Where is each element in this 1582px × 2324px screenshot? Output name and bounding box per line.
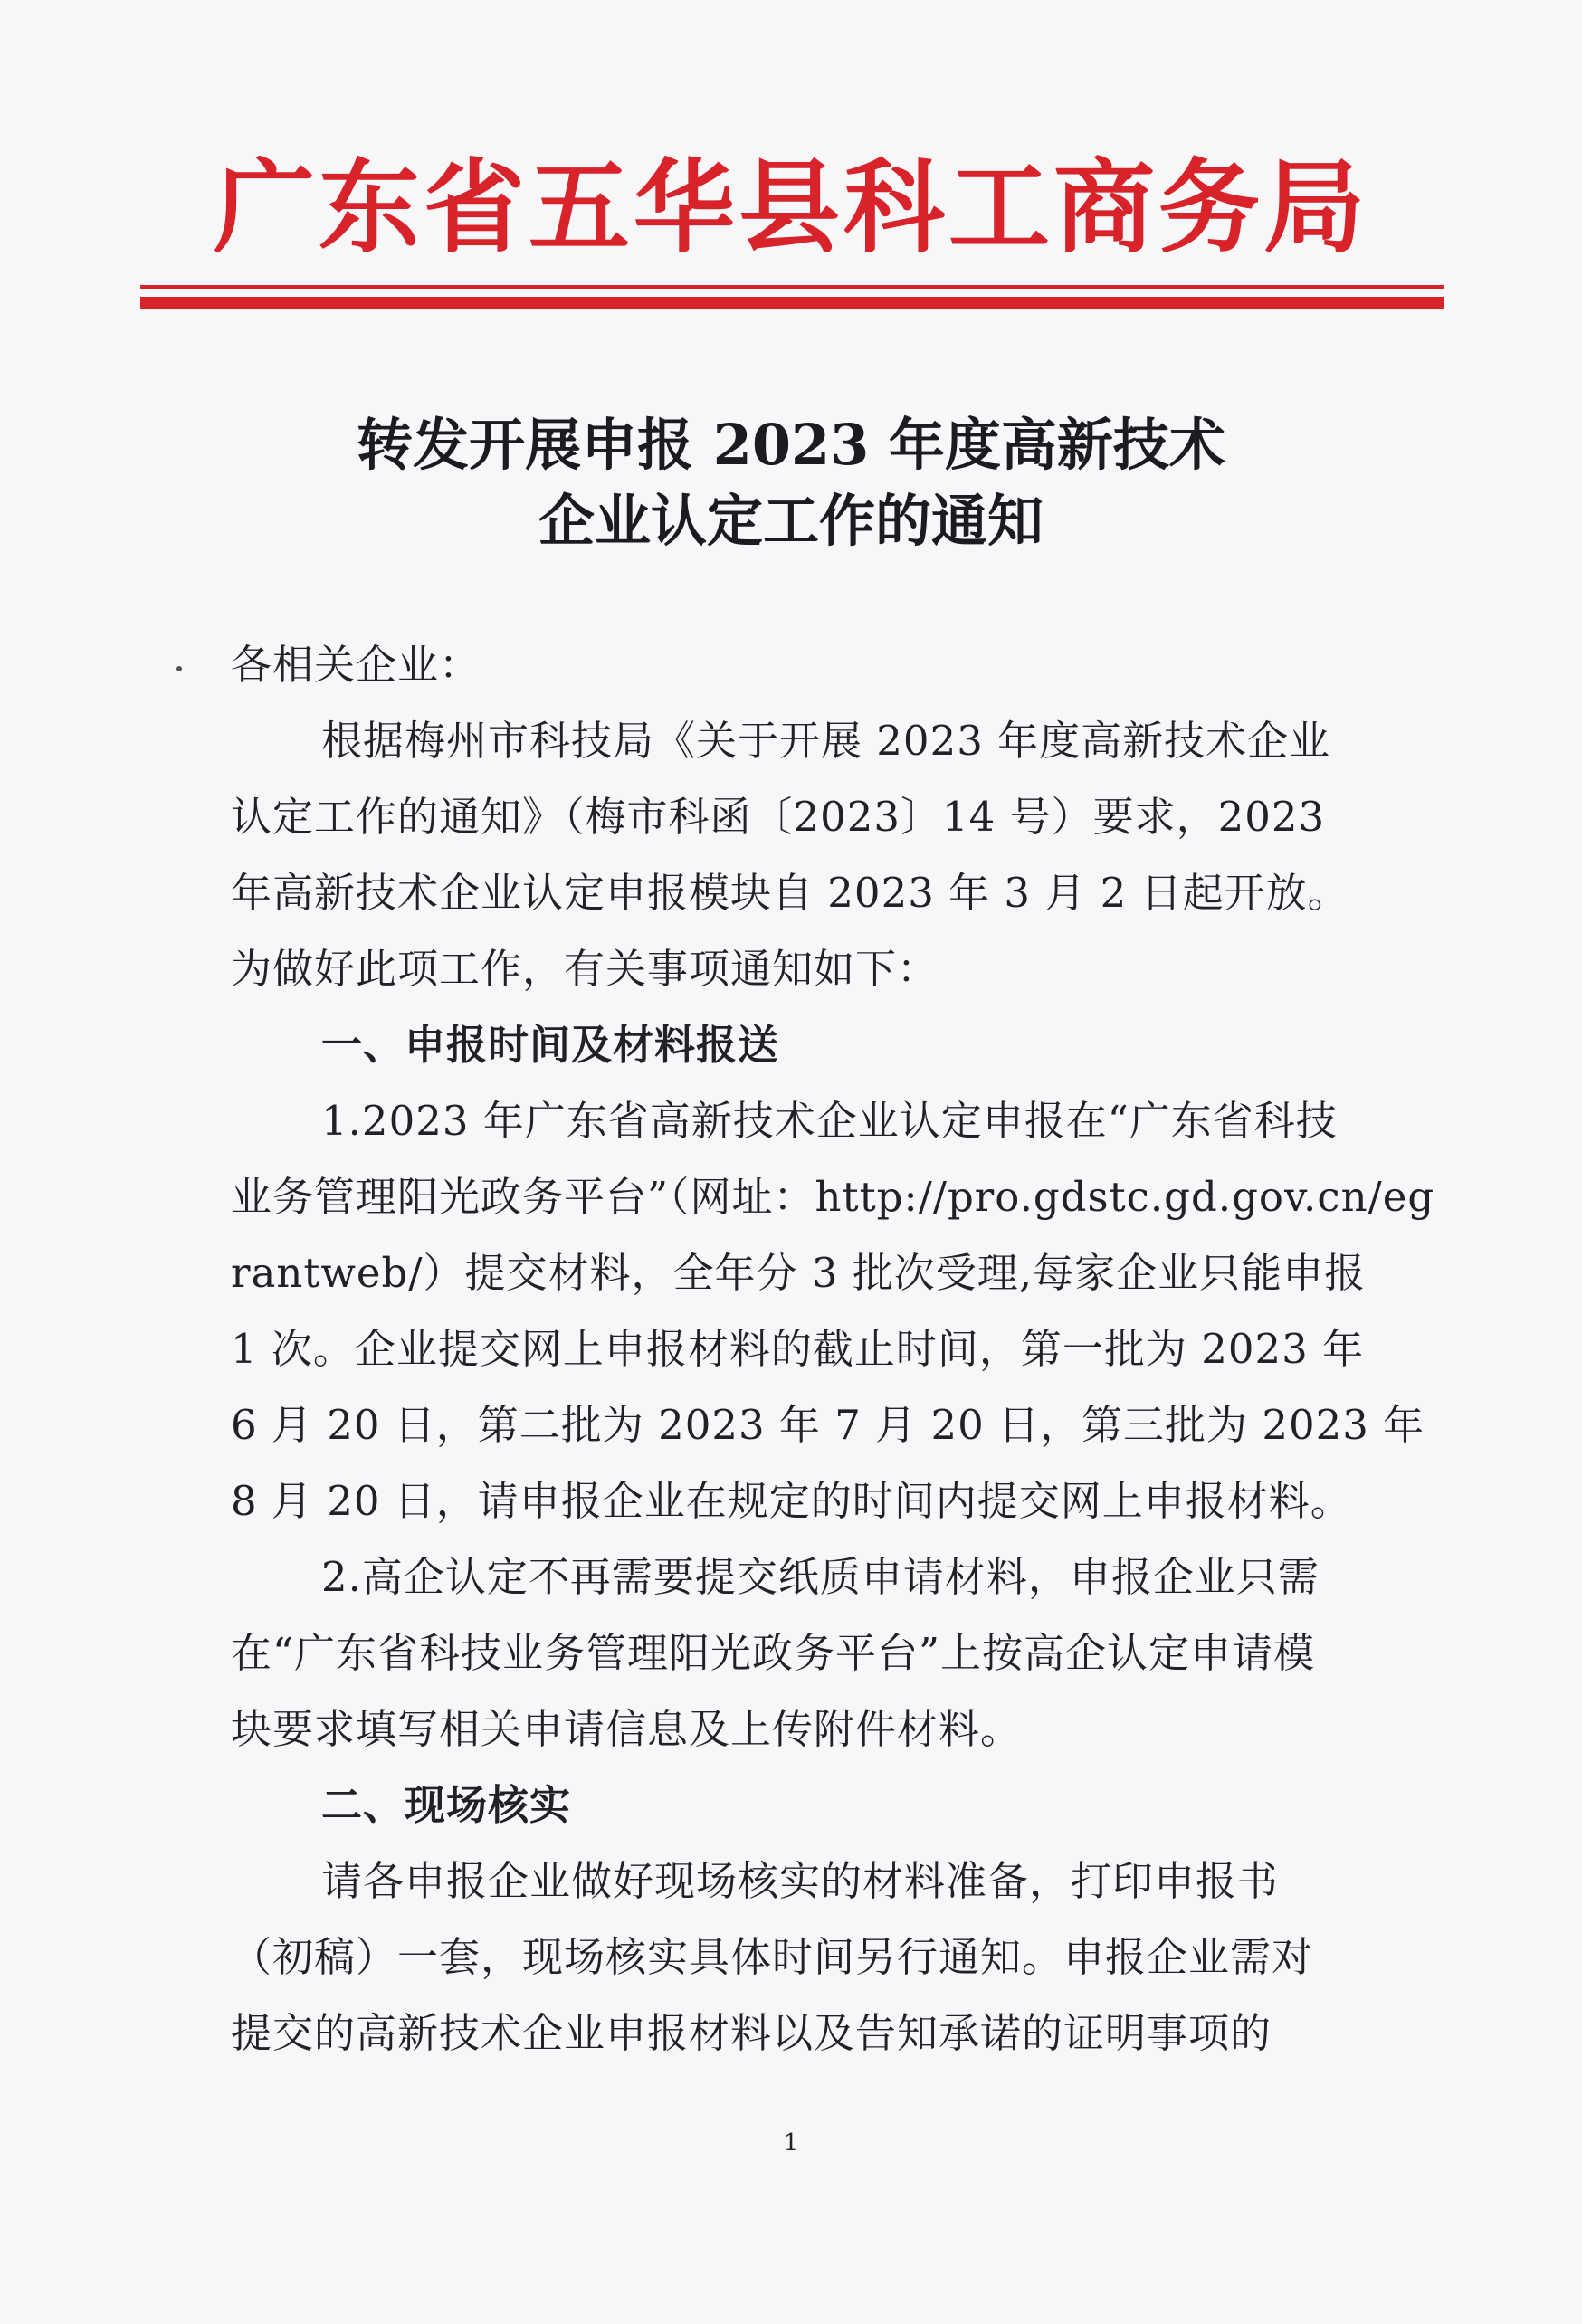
paragraph-line: 2.高企认定不再需要提交纸质申请材料，申报企业只需 <box>321 1553 1320 1601</box>
paragraph-line: 业务管理阳光政务平台”（网址：http://pro.gdstc.gd.gov.cn/eg <box>231 1173 1435 1221</box>
paragraph-line: 请各申报企业做好现场核实的材料准备，打印申报书 <box>321 1857 1280 1905</box>
section-heading-2: 二、现场核实 <box>321 1781 572 1829</box>
document-title-line-2: 企业认定工作的通知 <box>538 488 1044 554</box>
salutation: 各相关企业： <box>231 641 481 689</box>
paragraph-line: 1.2023 年广东省高新技术企业认定申报在“广东省科技 <box>321 1097 1338 1145</box>
paragraph-line: 块要求填写相关申请信息及上传附件材料。 <box>231 1705 1023 1753</box>
paragraph-line: （初稿）一套，现场核实具体时间另行通知。申报企业需对 <box>231 1933 1314 1981</box>
paragraph-line: 根据梅州市科技局《关于开展 2023 年度高新技术企业 <box>321 717 1331 765</box>
page-number: 1 <box>783 2129 799 2157</box>
document-title-line-1: 转发开展申报 2023 年度高新技术 <box>357 412 1225 478</box>
paragraph-line: 1 次。企业提交网上申报材料的截止时间，第一批为 2023 年 <box>231 1325 1365 1373</box>
paragraph-line: 为做好此项工作，有关事项通知如下： <box>231 945 939 993</box>
section-heading-1: 一、申报时间及材料报送 <box>321 1021 780 1069</box>
letterhead-title: 广东省五华县科工商务局 <box>214 148 1368 267</box>
paragraph-line: 在“广东省科技业务管理阳光政务平台”上按高企认定申请模 <box>231 1629 1316 1677</box>
paragraph-line: 年高新技术企业认定申报模块自 2023 年 3 月 2 日起开放。 <box>231 869 1349 917</box>
paragraph-line: rantweb/）提交材料，全年分 3 批次受理,每家企业只能申报 <box>231 1249 1367 1297</box>
paragraph-line: 6 月 20 日，第二批为 2023 年 7 月 20 日，第三批为 2023 年 <box>231 1401 1425 1449</box>
letterhead-divider-thin <box>140 285 1444 289</box>
paragraph-line: 认定工作的通知》（梅市科函〔2023〕14 号）要求，2023 <box>231 793 1326 841</box>
letterhead-divider-thick <box>140 297 1444 309</box>
margin-mark <box>176 666 182 671</box>
paragraph-line: 提交的高新技术企业申报材料以及告知承诺的证明事项的 <box>231 2009 1272 2057</box>
paragraph-line: 8 月 20 日，请申报企业在规定的时间内提交网上申报材料。 <box>231 1477 1352 1525</box>
